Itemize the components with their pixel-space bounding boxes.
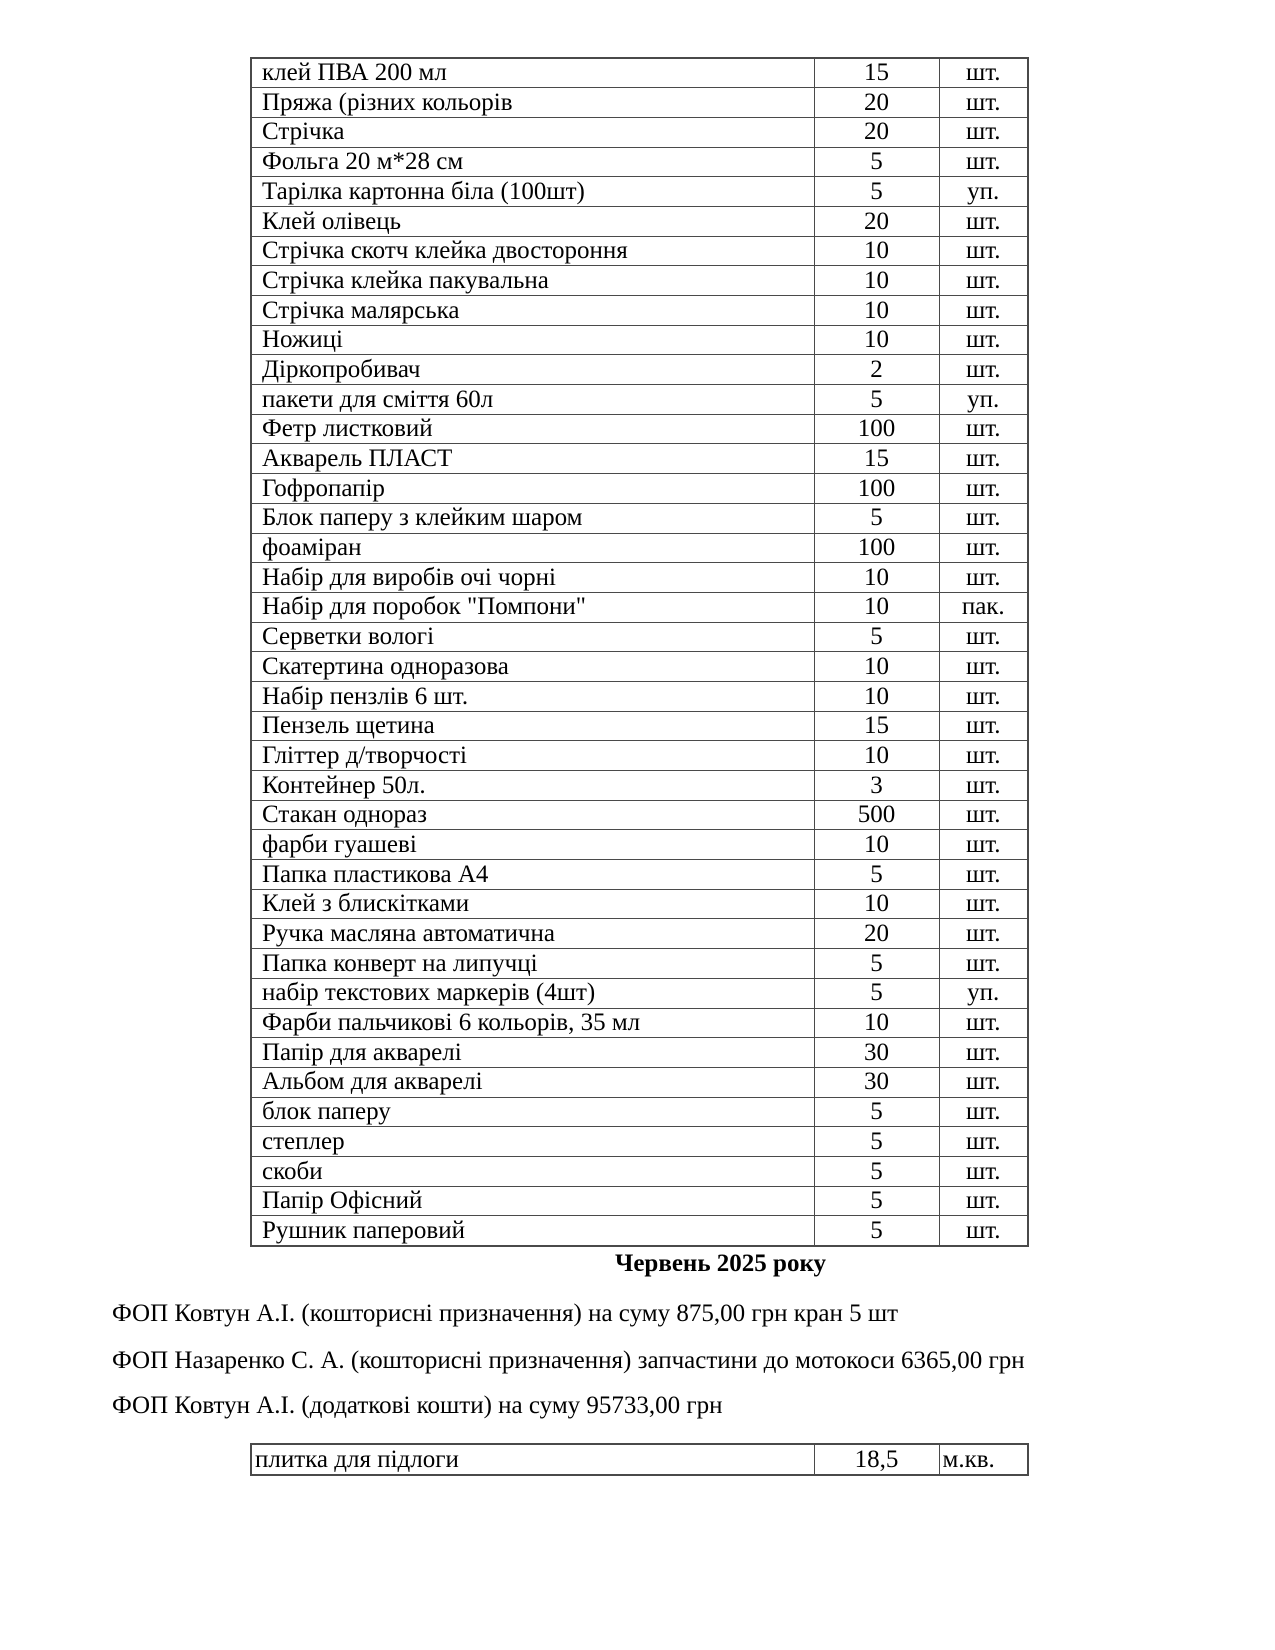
table-row — [251, 1216, 1028, 1246]
table-row — [251, 444, 1028, 474]
item-name-cell: Пензель щетина — [251, 711, 814, 741]
item-unit-cell: шт. — [939, 1038, 1028, 1068]
item-name-cell: Папір для акварелі — [251, 1038, 814, 1068]
table-row — [251, 88, 1028, 118]
item-unit-cell: шт. — [939, 147, 1028, 177]
item-unit-cell: шт. — [939, 266, 1028, 296]
item-name-cell: Діркопробивач — [251, 355, 814, 385]
table-row — [251, 355, 1028, 385]
item-unit-cell: шт. — [939, 414, 1028, 444]
item-qty-cell: 5 — [814, 622, 939, 652]
item-name-cell: степлер — [251, 1127, 814, 1157]
item-name-cell: пакети для сміття 60л — [251, 385, 814, 415]
item-qty-cell: 5 — [814, 1097, 939, 1127]
table-row — [251, 325, 1028, 355]
item-unit-cell: шт. — [939, 830, 1028, 860]
table-row — [251, 533, 1028, 563]
item-name-cell: Набір пензлів 6 шт. — [251, 681, 814, 711]
table-row — [251, 919, 1028, 949]
item-qty-cell: 20 — [814, 919, 939, 949]
item-unit-cell: шт. — [939, 474, 1028, 504]
item-name-cell: Фарби пальчикові 6 кольорів, 35 мл — [251, 1008, 814, 1038]
item-unit-cell: шт. — [939, 1008, 1028, 1038]
item-name-cell: клей ПВА 200 мл — [251, 58, 814, 88]
table-row — [251, 771, 1028, 801]
item-qty-cell: 100 — [814, 414, 939, 444]
item-qty-cell: 10 — [814, 830, 939, 860]
item-unit-cell: шт. — [939, 533, 1028, 563]
table-row — [251, 236, 1028, 266]
item-unit-cell: шт. — [939, 771, 1028, 801]
item-name-cell: Фетр листковий — [251, 414, 814, 444]
table-row — [251, 1186, 1028, 1216]
item-unit-cell: шт. — [939, 711, 1028, 741]
item-name-cell: Альбом для акварелі — [251, 1067, 814, 1097]
item-unit-cell: шт. — [939, 1156, 1028, 1186]
item-unit-cell: шт. — [939, 622, 1028, 652]
table-row — [251, 385, 1028, 415]
item-name-cell: Папка пластикова А4 — [251, 860, 814, 890]
item-unit-cell: шт. — [939, 236, 1028, 266]
table-row — [251, 474, 1028, 504]
item-name-cell: Гліттер д/творчості — [251, 741, 814, 771]
item-unit-cell: шт. — [939, 800, 1028, 830]
item-name-cell: Фольга 20 м*28 см — [251, 147, 814, 177]
item-name-cell: фоаміран — [251, 533, 814, 563]
item-qty-cell: 10 — [814, 236, 939, 266]
item-unit-cell: шт. — [939, 741, 1028, 771]
item-qty-cell: 10 — [814, 741, 939, 771]
item-qty-cell: 100 — [814, 533, 939, 563]
item-unit-cell: шт. — [939, 1127, 1028, 1157]
item-qty-cell: 100 — [814, 474, 939, 504]
table-row — [251, 860, 1028, 890]
item-name-cell: Гофропапір — [251, 474, 814, 504]
item-qty-cell: 10 — [814, 266, 939, 296]
item-name-cell: Ножиці — [251, 325, 814, 355]
item-unit-cell: шт. — [939, 681, 1028, 711]
item-name-cell: фарби гуашеві — [251, 830, 814, 860]
item-name-cell: Блок паперу з клейким шаром — [251, 503, 814, 533]
item-qty-cell: 10 — [814, 592, 939, 622]
table-row — [251, 800, 1028, 830]
item-qty-cell: 5 — [814, 385, 939, 415]
item-qty-cell: 15 — [814, 444, 939, 474]
table-row — [251, 503, 1028, 533]
item-qty-cell: 500 — [814, 800, 939, 830]
table-row — [251, 1156, 1028, 1186]
item-unit-cell: шт. — [939, 949, 1028, 979]
table-row — [251, 741, 1028, 771]
paragraph-fop-nazarenko: ФОП Назаренко С. А. (кошторисні призначення) запчастини до мотокоси 6365,00 грн — [112, 1347, 1025, 1374]
item-unit-cell: м.кв. — [939, 1444, 1028, 1475]
item-name-cell: Стрічка — [251, 117, 814, 147]
item-qty-cell: 18,5 — [814, 1444, 939, 1475]
item-name-cell: Тарілка картонна біла (100шт) — [251, 177, 814, 207]
item-name-cell: Папір Офісний — [251, 1186, 814, 1216]
item-name-cell: Клей з блискітками — [251, 889, 814, 919]
item-unit-cell: шт. — [939, 58, 1028, 88]
item-unit-cell: шт. — [939, 88, 1028, 118]
item-qty-cell: 30 — [814, 1067, 939, 1097]
item-name-cell: Папка конверт на липучці — [251, 949, 814, 979]
table-row — [251, 592, 1028, 622]
item-unit-cell: шт. — [939, 296, 1028, 326]
item-name-cell: Рушник паперовий — [251, 1216, 814, 1246]
item-name-cell: Стакан однораз — [251, 800, 814, 830]
table-row — [251, 978, 1028, 1008]
item-qty-cell: 10 — [814, 681, 939, 711]
item-name-cell: блок паперу — [251, 1097, 814, 1127]
table-row — [251, 117, 1028, 147]
table-row — [251, 1097, 1028, 1127]
supplies-table — [250, 57, 1029, 1247]
item-qty-cell: 10 — [814, 1008, 939, 1038]
item-unit-cell: шт. — [939, 117, 1028, 147]
item-qty-cell: 10 — [814, 563, 939, 593]
item-name-cell: плитка для підлоги — [251, 1444, 814, 1475]
item-unit-cell: шт. — [939, 652, 1028, 682]
section-heading: Червень 2025 року — [614, 1250, 827, 1277]
item-qty-cell: 5 — [814, 1186, 939, 1216]
table-row — [251, 949, 1028, 979]
table-row — [251, 652, 1028, 682]
table-row — [251, 177, 1028, 207]
item-unit-cell: шт. — [939, 860, 1028, 890]
item-unit-cell: уп. — [939, 978, 1028, 1008]
item-qty-cell: 20 — [814, 206, 939, 236]
item-qty-cell: 20 — [814, 117, 939, 147]
item-qty-cell: 2 — [814, 355, 939, 385]
item-qty-cell: 5 — [814, 949, 939, 979]
table-row — [251, 1008, 1028, 1038]
item-name-cell: Стрічка скотч клейка двостороння — [251, 236, 814, 266]
item-qty-cell: 10 — [814, 652, 939, 682]
table-row — [251, 563, 1028, 593]
item-qty-cell: 10 — [814, 889, 939, 919]
item-qty-cell: 5 — [814, 1127, 939, 1157]
item-unit-cell: шт. — [939, 1216, 1028, 1246]
supplies-table-body — [251, 58, 1028, 1246]
item-unit-cell: шт. — [939, 503, 1028, 533]
item-name-cell: Скатертина одноразова — [251, 652, 814, 682]
item-unit-cell: шт. — [939, 1097, 1028, 1127]
table-row — [251, 1038, 1028, 1068]
item-qty-cell: 3 — [814, 771, 939, 801]
item-qty-cell: 5 — [814, 1156, 939, 1186]
table-row — [251, 889, 1028, 919]
item-unit-cell: шт. — [939, 1186, 1028, 1216]
item-qty-cell: 5 — [814, 860, 939, 890]
item-unit-cell: шт. — [939, 325, 1028, 355]
item-name-cell: Пряжа (різних кольорів — [251, 88, 814, 118]
item-qty-cell: 10 — [814, 325, 939, 355]
item-qty-cell: 20 — [814, 88, 939, 118]
item-unit-cell: шт. — [939, 919, 1028, 949]
item-name-cell: набір текстових маркерів (4шт) — [251, 978, 814, 1008]
table-row — [251, 681, 1028, 711]
floor-tile-table-body — [251, 1444, 1028, 1475]
table-row — [251, 1127, 1028, 1157]
table-row — [251, 266, 1028, 296]
item-unit-cell: шт. — [939, 563, 1028, 593]
item-unit-cell: шт. — [939, 206, 1028, 236]
table-row — [251, 1067, 1028, 1097]
item-name-cell: Набір для виробів очі чорні — [251, 563, 814, 593]
item-unit-cell: уп. — [939, 177, 1028, 207]
item-qty-cell: 15 — [814, 58, 939, 88]
paragraph-fop-kovtun-dodatkovi: ФОП Ковтун А.І. (додаткові кошти) на суму 95733,00 грн — [112, 1392, 723, 1419]
table-row — [251, 622, 1028, 652]
item-name-cell: Ручка масляна автоматична — [251, 919, 814, 949]
item-name-cell: Клей олівець — [251, 206, 814, 236]
item-unit-cell: шт. — [939, 889, 1028, 919]
item-qty-cell: 5 — [814, 1216, 939, 1246]
item-name-cell: Акварель ПЛАСТ — [251, 444, 814, 474]
item-unit-cell: уп. — [939, 385, 1028, 415]
item-qty-cell: 5 — [814, 503, 939, 533]
table-row — [251, 1444, 1028, 1475]
table-row — [251, 296, 1028, 326]
table-row — [251, 830, 1028, 860]
item-qty-cell: 15 — [814, 711, 939, 741]
item-name-cell: Контейнер 50л. — [251, 771, 814, 801]
table-row — [251, 711, 1028, 741]
item-unit-cell: пак. — [939, 592, 1028, 622]
item-name-cell: Стрічка малярська — [251, 296, 814, 326]
item-unit-cell: шт. — [939, 1067, 1028, 1097]
item-name-cell: скоби — [251, 1156, 814, 1186]
item-qty-cell: 5 — [814, 177, 939, 207]
item-qty-cell: 30 — [814, 1038, 939, 1068]
paragraph-fop-kovtun-koshtorysni: ФОП Ковтун А.І. (кошторисні призначення) на суму 875,00 грн кран 5 шт — [112, 1300, 898, 1327]
floor-tile-table — [250, 1443, 1029, 1476]
item-qty-cell: 10 — [814, 296, 939, 326]
item-name-cell: Набір для поробок "Помпони" — [251, 592, 814, 622]
item-unit-cell: шт. — [939, 444, 1028, 474]
item-qty-cell: 5 — [814, 978, 939, 1008]
item-name-cell: Серветки вологі — [251, 622, 814, 652]
table-row — [251, 58, 1028, 88]
item-name-cell: Стрічка клейка пакувальна — [251, 266, 814, 296]
table-row — [251, 147, 1028, 177]
item-qty-cell: 5 — [814, 147, 939, 177]
item-unit-cell: шт. — [939, 355, 1028, 385]
table-row — [251, 206, 1028, 236]
table-row — [251, 414, 1028, 444]
